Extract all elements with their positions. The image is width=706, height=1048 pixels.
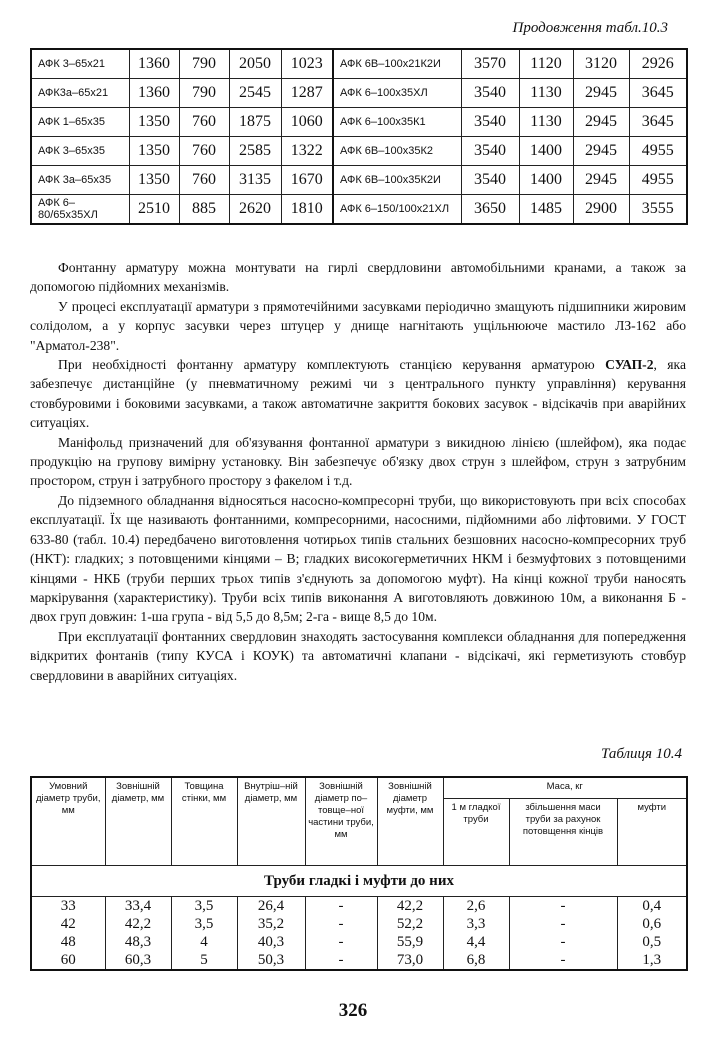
fitting-type-cell: АФК 6–80/65х35ХЛ [31, 195, 129, 225]
table-row [31, 137, 687, 166]
table-cell: 33,4 [105, 897, 171, 916]
dimension-cell: 2545 [229, 79, 281, 108]
table-cell: 52,2 [377, 915, 443, 933]
dimension-cell: 1120 [519, 49, 573, 79]
dimension-cell: 1322 [281, 137, 333, 166]
dimension-cell: 2945 [573, 108, 629, 137]
table-cell: - [305, 933, 377, 951]
page-number: 326 [338, 1000, 368, 1021]
dimension-cell: 2945 [573, 166, 629, 195]
table-row [31, 166, 687, 195]
dimension-cell: 1060 [281, 108, 333, 137]
fitting-type-cell: АФК3а–65х21 [31, 79, 129, 108]
header-mass: Маса, кг [443, 777, 687, 799]
dimension-cell: 2926 [629, 49, 687, 79]
table-cell: 1,3 [617, 951, 687, 970]
table-cell: 33 [31, 897, 105, 916]
fitting-type-cell: АФК 3а–65х35 [31, 166, 129, 195]
table-cell: 50,3 [237, 951, 305, 970]
dimension-cell: 1350 [129, 108, 179, 137]
dimension-cell: 2510 [129, 195, 179, 225]
paragraph-3-bold: СУАП-2 [605, 357, 654, 373]
fitting-type-cell: АФК 6В–100х35К2И [333, 166, 461, 195]
paragraph-6: При експлуатації фонтанних свердловин знаходять застосування комплекси обладнання для попередження відкритих фонтанів (типу КУСА і КОУК) та автоматичні клапани - відсікачі, які герметизують стовбур свердловини в аварійних ситуаціях. [30, 628, 686, 683]
table-10-4-caption: Таблиця 10.4 [601, 746, 682, 762]
table-cell: 42 [31, 915, 105, 933]
dimension-cell: 1360 [129, 79, 179, 108]
dimension-cell: 3570 [461, 49, 519, 79]
dimension-cell: 2620 [229, 195, 281, 225]
dimension-cell: 885 [179, 195, 229, 225]
table-row [31, 49, 687, 79]
table-cell: 26,4 [237, 897, 305, 916]
table-cell: 3,5 [171, 915, 237, 933]
continuation-note: Продовження табл.10.3 [512, 20, 668, 36]
dimension-cell: 2945 [573, 137, 629, 166]
table-10-3-body [31, 49, 687, 224]
dimension-cell: 3540 [461, 79, 519, 108]
fitting-type-cell: АФК 6В–100х35К2 [333, 137, 461, 166]
fitting-type-cell: АФК 1–65х35 [31, 108, 129, 137]
table-cell: 6,8 [443, 951, 509, 970]
dimension-cell: 3645 [629, 79, 687, 108]
dimension-cell: 1875 [229, 108, 281, 137]
dimension-cell: 3645 [629, 108, 687, 137]
table-cell: 48 [31, 933, 105, 951]
header-outer-diameter: Зовнішній діаметр, мм [105, 777, 171, 866]
fitting-type-cell: АФК 6–100х35ХЛ [333, 79, 461, 108]
dimension-cell: 1485 [519, 195, 573, 225]
header-mass-coupling: муфти [617, 799, 687, 866]
table-cell: 2,6 [443, 897, 509, 916]
table-cell: - [509, 951, 617, 970]
paragraph-2: У процесі експлуатації арматури з прямотечійними засувками періодично змащують підшипники жировим солідолом, а у корпус засувки через штуцер у днище нагнітають ущільнююче мастило ЛЗ-162 або "Арматол-238". [30, 298, 686, 353]
dimension-cell: 790 [179, 49, 229, 79]
table-cell: - [305, 915, 377, 933]
paragraph-3-end: , яка забезпечує дистанційне (у пневматичному режимі чи з центрального пункту управління) керування стовбуровими і боковими засувками, а також автоматичне закриття бокових засувок - відсікачів при аварійних ситуаціях. [30, 357, 686, 431]
fitting-type-cell: АФК 6В–100х21К2И [333, 49, 461, 79]
dimension-cell: 2585 [229, 137, 281, 166]
dimension-cell: 2945 [573, 79, 629, 108]
dimension-cell: 2050 [229, 49, 281, 79]
dimension-cell: 1023 [281, 49, 333, 79]
dimension-cell: 1810 [281, 195, 333, 225]
table-row [31, 79, 687, 108]
table-row [31, 915, 687, 933]
header-mass-per-meter: 1 м гладкої труби [443, 799, 509, 866]
table-cell: 0,4 [617, 897, 687, 916]
dimension-cell: 3540 [461, 108, 519, 137]
dimension-cell: 3120 [573, 49, 629, 79]
fitting-type-cell: АФК 6–150/100х21ХЛ [333, 195, 461, 225]
table-cell: 3,3 [443, 915, 509, 933]
dimension-cell: 790 [179, 79, 229, 108]
table-cell: - [509, 933, 617, 951]
dimension-cell: 3540 [461, 166, 519, 195]
table-cell: 0,6 [617, 915, 687, 933]
dimension-cell: 1350 [129, 166, 179, 195]
section-title: Труби гладкі і муфти до них [31, 866, 687, 897]
table-cell: 73,0 [377, 951, 443, 970]
table-cell: 3,5 [171, 897, 237, 916]
paragraph-5: До підземного обладнання відносяться насосно-компресорні труби, що використовують при всіх способах експлуатації. Їх ще називають фонтанними, компресорними, насосними, підйомними або ліфтовими. У ГОСТ 633-80 (табл. 10.4) передбачено виготовлення чотирьох типів стальних безшовних насосно-компресорних труб (НКТ): гладких; з потовщеними кінцями – В; гладких високогерметичних НКМ і безмуфтових з потовщеними кінцями - НКБ (труби перших трьох типів з'єднують за допомогою муфт). На кінці кожної труби наносять маркірування (характеристику). Труби всіх типів виконання А виготовляють довжиною 10м, а виконання Б - двох груп довжин: 1-ша група - від 5,5 до 8,5м; 2-га - вище 8,5 до 10м. [30, 492, 686, 625]
dimension-cell: 1287 [281, 79, 333, 108]
table-cell: 42,2 [105, 915, 171, 933]
dimension-cell: 4955 [629, 166, 687, 195]
dimension-cell: 3555 [629, 195, 687, 225]
dimension-cell: 1400 [519, 166, 573, 195]
section-row [31, 866, 687, 897]
paragraph-3-start: При необхідності фонтанну арматуру комплектують станцією керування арматурою [58, 357, 606, 373]
dimension-cell: 2900 [573, 195, 629, 225]
dimension-cell: 1670 [281, 166, 333, 195]
dimension-cell: 1360 [129, 49, 179, 79]
dimension-cell: 4955 [629, 137, 687, 166]
dimension-cell: 1130 [519, 79, 573, 108]
table-cell: - [305, 951, 377, 970]
table-row [31, 195, 687, 225]
dimension-cell: 1130 [519, 108, 573, 137]
paragraph-1: Фонтанну арматуру можна монтувати на гирлі свердловини автомобільними кранами, а також за допомогою підйомних механізмів. [30, 260, 686, 295]
dimension-cell: 760 [179, 166, 229, 195]
table-cell: - [509, 897, 617, 916]
table-10-4 [30, 776, 688, 971]
fitting-type-cell: АФК 6–100х35К1 [333, 108, 461, 137]
dimension-cell: 1400 [519, 137, 573, 166]
table-row [31, 897, 687, 916]
table-cell: 4 [171, 933, 237, 951]
table-cell: 4,4 [443, 933, 509, 951]
table-row [31, 951, 687, 970]
header-coupling-diameter: Зовнішній діаметр муфти, мм [377, 777, 443, 866]
paragraph-4: Маніфольд призначений для об'язування фонтанної арматури з викидною лінією (шлейфом), яка подає продукцію на групову вимірну установку. Він забезпечує об'язку двох струн з шлейфом, струн з затрубним простором, струн і затрубного простору з факелом і т.д. [30, 434, 686, 489]
table-cell: 35,2 [237, 915, 305, 933]
dimension-cell: 3650 [461, 195, 519, 225]
header-upset-diameter: Зовнішній діаметр по–товще–ної частини труби, мм [305, 777, 377, 866]
table-cell: - [305, 897, 377, 916]
table-cell: 48,3 [105, 933, 171, 951]
dimension-cell: 3135 [229, 166, 281, 195]
table-row [31, 108, 687, 137]
header-nominal-diameter: Умовний діаметр труби, мм [31, 777, 105, 866]
table-10-3 [30, 48, 688, 225]
header-mass-increase: збільшення маси труби за рахунок потовщення кінців [509, 799, 617, 866]
table-cell: 5 [171, 951, 237, 970]
fitting-type-cell: АФК 3–65х21 [31, 49, 129, 79]
dimension-cell: 3540 [461, 137, 519, 166]
header-wall-thickness: Товщина стінки, мм [171, 777, 237, 866]
body-text [30, 258, 686, 685]
table-cell: 60,3 [105, 951, 171, 970]
paragraph-3 [30, 355, 686, 433]
dimension-cell: 760 [179, 108, 229, 137]
table-cell: 55,9 [377, 933, 443, 951]
table-10-4-body [31, 866, 687, 971]
table-cell: - [509, 915, 617, 933]
fitting-type-cell: АФК 3–65х35 [31, 137, 129, 166]
dimension-cell: 760 [179, 137, 229, 166]
table-cell: 0,5 [617, 933, 687, 951]
header-inner-diameter: Внутріш–ній діаметр, мм [237, 777, 305, 866]
dimension-cell: 1350 [129, 137, 179, 166]
table-row [31, 933, 687, 951]
table-cell: 60 [31, 951, 105, 970]
table-cell: 40,3 [237, 933, 305, 951]
table-cell: 42,2 [377, 897, 443, 916]
